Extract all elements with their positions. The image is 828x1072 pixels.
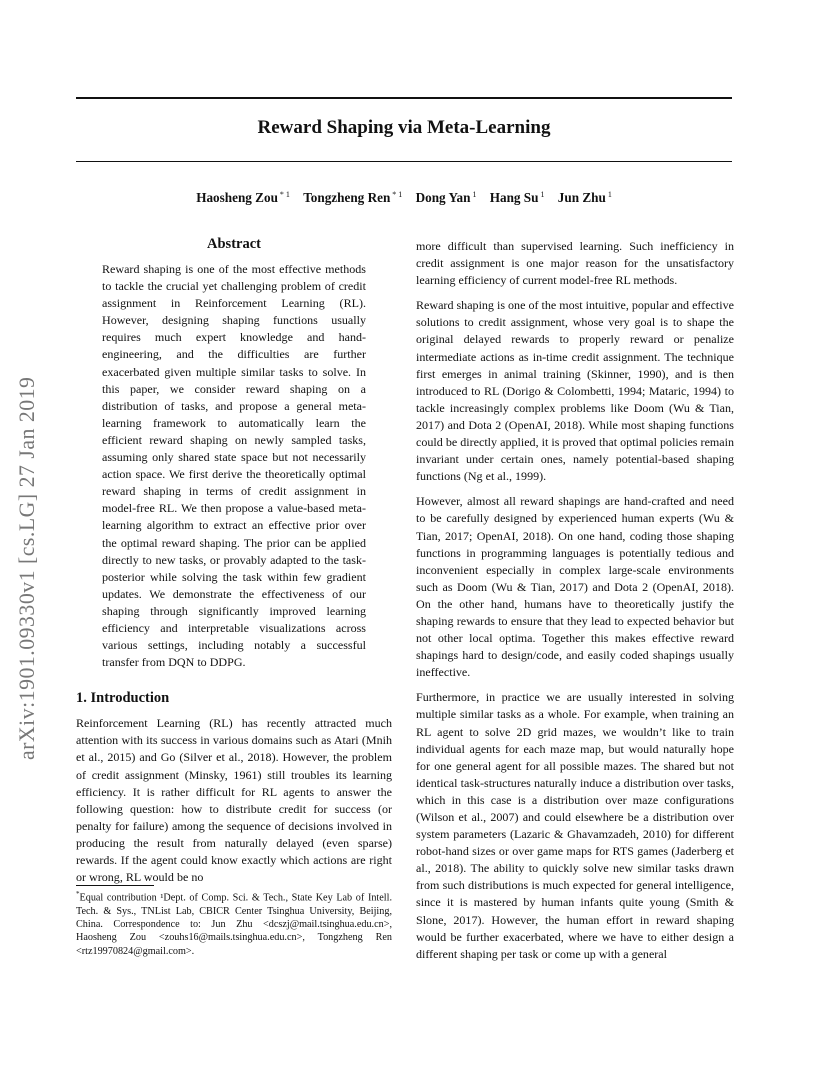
left-column: [76, 236, 392, 886]
title-top-rule: [76, 97, 732, 99]
title-bottom-rule: [76, 161, 732, 162]
abstract-heading: Abstract: [207, 236, 261, 252]
abstract-body: Reward shaping is one of the most effective methods to tackle the crucial yet challenging problem of credit assignment in Reinforcement Learning (RL). However, designing shaping functions usually requires much expert knowledge and hand-engineering, and the difficulties are further exacerbated given multiple similar tasks to solve. In this paper, we consider reward shaping on a distribution of tasks, and propose a general meta-learning framework to automatically learn the efficient reward shaping on newly sampled tasks, assuming only shared state space but not necessarily action space. We first derive the theoretically optimal reward shaping in terms of credit assignment in model-free RL. We then propose a value-based meta-learning algorithm to extract an effective prior over the optimal reward shaping. The prior can be applied directly to new tasks, or provably adapted to the task-posterior while solving the task within few gradient updates. We demonstrate the effectiveness of our shaping through significantly improved learning efficiency and interpretable visualizations across various settings, including notably a successful transfer from DQN to DDPG.: [102, 262, 366, 670]
section-heading-introduction: 1. Introduction: [76, 690, 170, 707]
intro-paragraph: Reinforcement Learning (RL) has recently attracted much attention with its success in various domains such as Atari (Mnih et al., 2015) and Go (Silver et al., 2018). However, the problem of credit assignment (Minsky, 1961) still troubles its learning efficiency. It is rather difficult for RL agents to answer the following question: how to distribute credit for success (or penalty for failure) among the sequence of decisions involved in producing the result from naturally delayed (even sparse) rewards. If the agent could know exactly which actions are right or wrong, RL would be no: [76, 716, 392, 885]
body-paragraph: more difficult than supervised learning. Such inefficiency in credit assignment is one major reason for the unsatisfactory learning efficiency of current model-free RL methods.: [416, 239, 734, 288]
footnote-marker: *: [76, 890, 80, 898]
body-paragraph: Reward shaping is one of the most intuitive, popular and effective solutions to credit assignment, whose very goal is to shape the original delayed rewards to properly reward or penalize intermediate actions as in-time credit assignment. The technique first emerges in animal training (Skinner, 1990), and is then introduced to RL (Dorigo & Colombetti, 1994; Mataric, 1994) to tackle increasingly complex problems like Doom (Wu & Tian, 2017) and Dota 2 (OpenAI, 2018). While most shaping functions could be directly applied, it is proved that optimal policies remain invariant under certain ones, namely potential-based shaping functions (Ng et al., 1999).: [416, 298, 734, 484]
author-list: [76, 190, 732, 206]
paper-title: Reward Shaping via Meta-Learning: [257, 117, 551, 138]
body-paragraph: However, almost all reward shapings are hand-crafted and need to be carefully designed by experienced human experts (Wu & Tian, 2017; OpenAI, 2018). On one hand, coding those shaping functions in programming languages is potentially tedious and inconvenient especially in complex large-scale environments such as Doom (Wu & Tian, 2017) and Dota 2 (OpenAI, 2018). On the other hand, humans have to theoretically justify the shaping rewards to ensure that they lead to expected behavior but not other local optima. Together this makes effective reward shapings hard to design/code, and easily coded shapings usually ineffective.: [416, 494, 734, 680]
right-column: [416, 238, 734, 971]
author: Haosheng Zou $^{* 1}$: [196, 190, 290, 206]
arxiv-identifier: arXiv:1901.09330v1 [cs.LG] 27 Jan 2019: [15, 376, 39, 760]
author: Tongzheng Ren $^{* 1}$: [303, 190, 403, 206]
footnote-text: Equal contribution ¹Dept. of Comp. Sci. & Tech., State Key Lab of Intell. Tech. & Sys., TNList Lab, CBICR Center Tsinghua University, Beijing, China. Correspondence to: Jun Zhu <dcszj@mail.tsinghua.edu.cn>, Haosheng Zou <zouhs16@mails.tsinghua.edu.cn>, Tongzheng Ren <rtz19970824@gmail.com>.: [76, 892, 392, 957]
author: Dong Yan $^1$: [415, 190, 477, 206]
body-paragraph: Furthermore, in practice we are usually interested in solving multiple similar tasks as a whole. For example, when training an RL agent to solve 2D grid mazes, we wouldn’t like to train individual agents for each maze map, but would naturally hope for one general agent for all possible mazes. The shared but not identical task-structures naturally induce a distribution over tasks, which in this case is a distribution over maze configurations (Wilson et al., 2007) and could elsewhere be a distribution over system parameters (Lazaric & Ghavamzadeh, 2010) for different robot-hand sizes or over game maps for RTS games (Jaderberg et al., 2018). The ability to quickly solve new similar tasks drawn from such distributions is much expected for general intelligence, since it is mastered by human infants quite young (Smith & Slone, 2017). However, the human effort in reward shaping would be further exacerbated, where we have to either design a different shaping per task or come up with a general: [416, 690, 734, 961]
author: Hang Su $^1$: [489, 190, 545, 206]
footnote: [76, 888, 392, 958]
author: Jun Zhu $^1$: [557, 190, 612, 206]
footnote-rule: [76, 885, 154, 886]
